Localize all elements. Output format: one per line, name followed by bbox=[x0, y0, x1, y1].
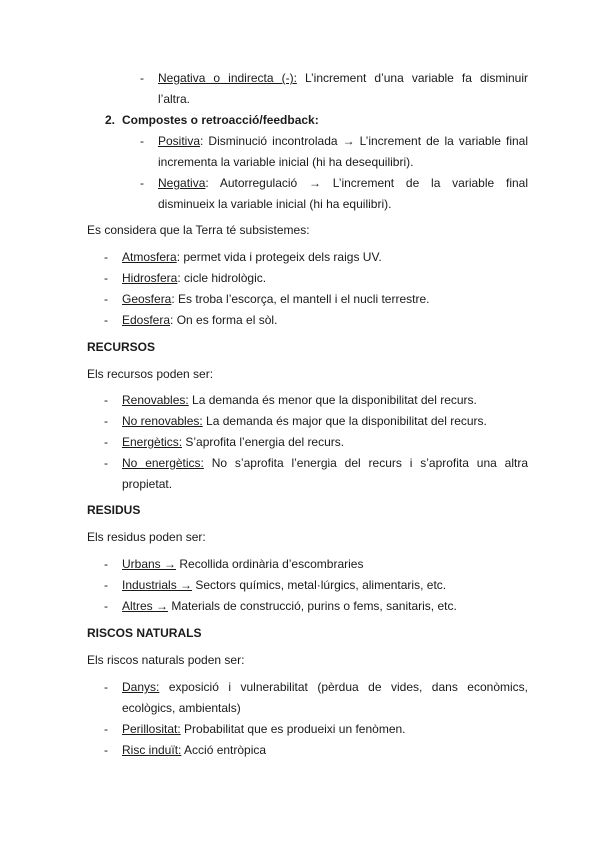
compostes-negativa-line1 bbox=[158, 173, 528, 194]
riscos-intro: Els riscos naturals poden ser: bbox=[87, 653, 245, 667]
recursos-heading: RECURSOS bbox=[87, 340, 156, 354]
definition-text: La demanda és major que la disponibilitat del recurs. bbox=[202, 414, 487, 428]
list-item bbox=[122, 390, 477, 411]
bullet-dash: - bbox=[104, 578, 108, 592]
bullet-dash: - bbox=[104, 313, 108, 327]
bullet-dash: - bbox=[104, 599, 108, 613]
list-item bbox=[122, 554, 363, 575]
compostes-positiva-line2: incrementa la variable inicial (hi ha desequilibri). bbox=[158, 155, 414, 169]
definition-text: Sectors químics, metal·lúrgics, alimentaris, etc. bbox=[192, 578, 447, 592]
list-item bbox=[122, 596, 457, 617]
term-negativa: Negativa bbox=[158, 176, 206, 190]
term-negativa-indirecta: Negativa o indirecta (-): bbox=[158, 71, 297, 85]
definition-text: : Es troba l’escorça, el mantell i el nucli terrestre. bbox=[171, 292, 430, 306]
bullet-dash: - bbox=[104, 393, 108, 407]
bullet-dash: - bbox=[104, 271, 108, 285]
bullet-dash: - bbox=[104, 557, 108, 571]
bullet-dash: - bbox=[104, 680, 108, 694]
term-danys: Danys: bbox=[122, 680, 160, 694]
definition-text: : On es forma el sòl. bbox=[170, 313, 278, 327]
definition-text: exposició i vulnerabilitat (pèrdua de vides, dans econòmics, bbox=[159, 680, 528, 694]
term-hidrosfera: Hidrosfera bbox=[122, 271, 178, 285]
list-item bbox=[122, 453, 528, 474]
list-item bbox=[122, 719, 406, 740]
term-edosfera: Edosfera bbox=[122, 313, 171, 327]
bullet-dash: - bbox=[104, 250, 108, 264]
compostes-positiva-line1 bbox=[158, 131, 528, 152]
definition-text: : Autorregulació → L’increment de la variable final bbox=[205, 176, 528, 190]
list-item bbox=[122, 575, 446, 596]
term-no-renovables: No renovables: bbox=[122, 414, 203, 428]
definition-text: : cicle hidrològic. bbox=[177, 271, 267, 285]
bullet-dash: - bbox=[104, 414, 108, 428]
bullet-dash: - bbox=[104, 743, 108, 757]
term-energetics: Energètics: bbox=[122, 435, 183, 449]
list-item bbox=[122, 247, 382, 268]
definition-text: : Disminució incontrolada → L’increment de la variable final bbox=[200, 134, 528, 148]
bullet-dash: - bbox=[104, 435, 108, 449]
residus-heading: RESIDUS bbox=[87, 503, 141, 517]
bullet-dash: - bbox=[104, 722, 108, 736]
term-positiva: Positiva bbox=[158, 134, 201, 148]
list-number: 2. bbox=[105, 113, 116, 127]
residus-intro: Els residus poden ser: bbox=[87, 530, 206, 544]
term-industrials: Industrials → bbox=[122, 578, 193, 592]
list-item bbox=[122, 740, 266, 761]
definition-text: Probabilitat que es produeixi un fenòmen. bbox=[180, 722, 406, 736]
definition-text: Acció entròpica bbox=[181, 743, 267, 757]
list-item bbox=[122, 310, 277, 331]
definition-text: La demanda és menor que la disponibilitat del recurs. bbox=[188, 393, 477, 407]
term-geosfera: Geosfera bbox=[122, 292, 172, 306]
term-perillositat: Perillositat: bbox=[122, 722, 181, 736]
term-renovables: Renovables: bbox=[122, 393, 189, 407]
list-item bbox=[122, 432, 344, 453]
definition-text: : permet vida i protegeix dels raigs UV. bbox=[176, 250, 382, 264]
definition-text: Materials de construcció, purins o fems, sanitaris, etc. bbox=[168, 599, 457, 613]
list-item-continuation: propietat. bbox=[122, 477, 173, 491]
recursos-intro: Els recursos poden ser: bbox=[87, 367, 214, 381]
bullet-dash: - bbox=[140, 71, 144, 85]
list-item bbox=[122, 677, 528, 698]
feedback-negativa-line1 bbox=[158, 68, 528, 89]
bullet-dash: - bbox=[104, 292, 108, 306]
subsistemes-intro: Es considera que la Terra té subsistemes: bbox=[87, 223, 310, 237]
riscos-heading: RISCOS NATURALS bbox=[87, 626, 202, 640]
term-atmosfera: Atmosfera bbox=[122, 250, 177, 264]
compostes-negativa-line2: disminueix la variable inicial (hi ha equilibri). bbox=[158, 197, 392, 211]
bullet-dash: - bbox=[140, 134, 144, 148]
definition-text: L’increment d’una variable fa disminuir bbox=[296, 71, 528, 85]
bullet-dash: - bbox=[104, 456, 108, 470]
definition-text: Recollida ordinària d’escombraries bbox=[176, 557, 364, 571]
list-item bbox=[122, 268, 266, 289]
feedback-negativa-line2: l’altra. bbox=[158, 92, 191, 106]
bullet-dash: - bbox=[140, 176, 144, 190]
list-item-continuation: ecològics, ambientals) bbox=[122, 701, 241, 715]
term-no-energetics: No energètics: bbox=[122, 456, 204, 470]
definition-text: S’aprofita l’energia del recurs. bbox=[182, 435, 345, 449]
term-urbans: Urbans → bbox=[122, 557, 177, 571]
list-item bbox=[122, 289, 429, 310]
term-risc-induit: Risc induït: bbox=[122, 743, 182, 757]
list-item bbox=[122, 411, 487, 432]
definition-text: No s’aprofita l’energia del recurs i s’aprofita una altra bbox=[203, 456, 528, 470]
compostes-heading: Compostes o retroacció/feedback: bbox=[122, 113, 319, 127]
term-altres: Altres → bbox=[122, 599, 169, 613]
